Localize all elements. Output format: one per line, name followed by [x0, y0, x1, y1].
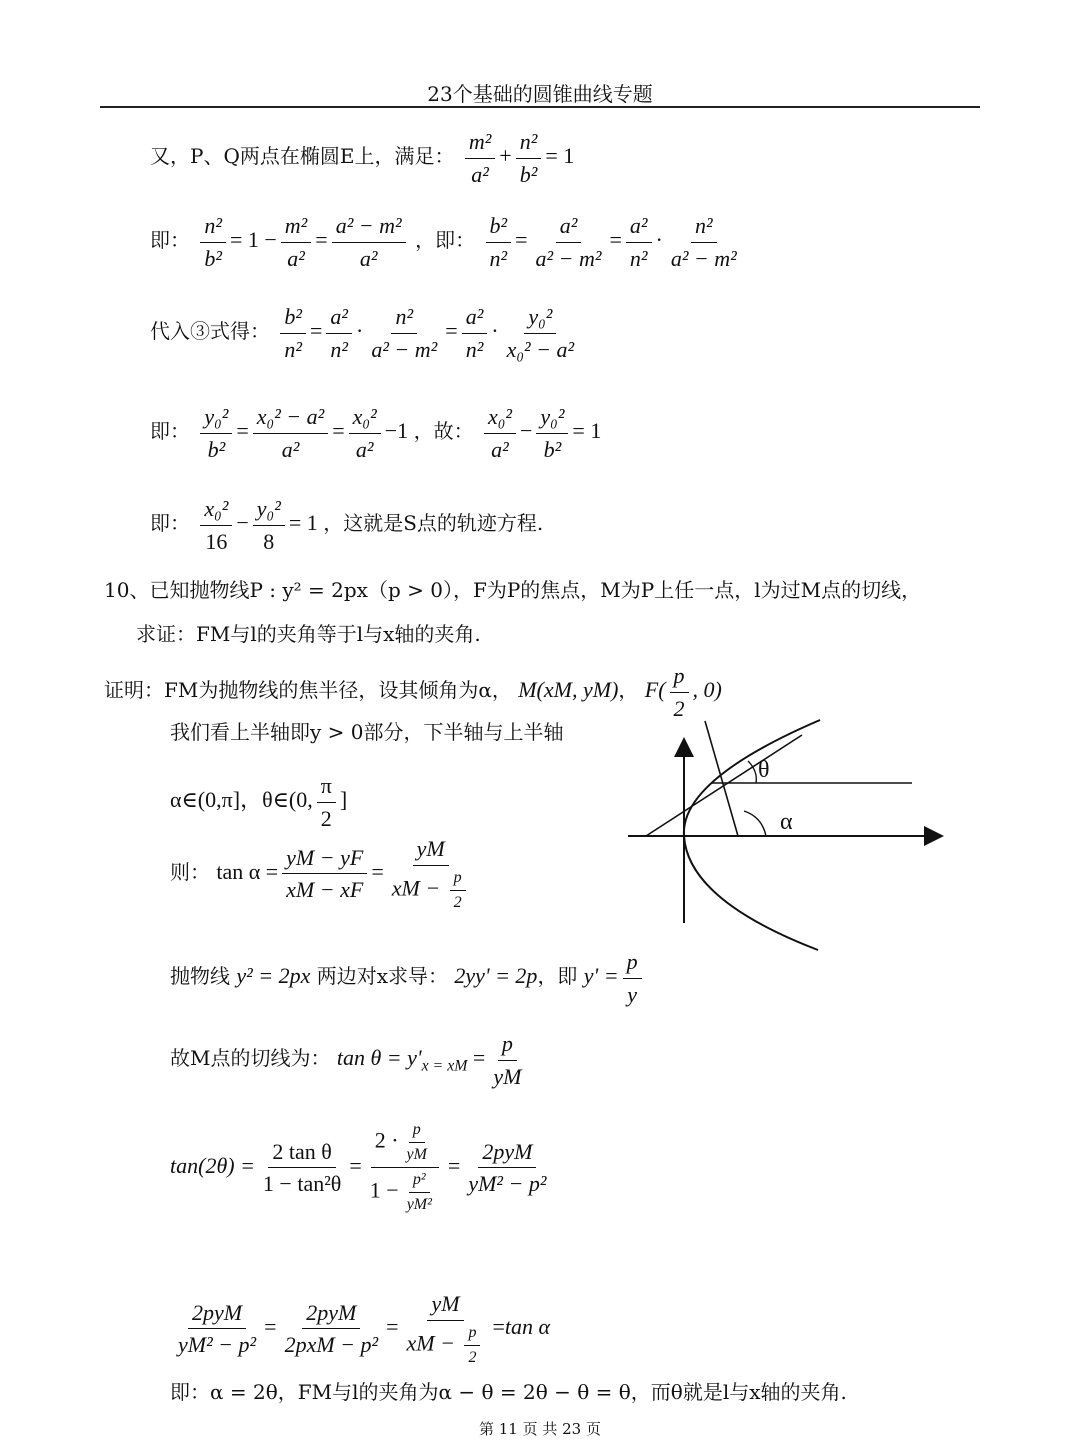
focal-radius-line	[705, 721, 738, 836]
alpha-arc	[744, 811, 766, 836]
alpha-label: α	[780, 809, 793, 835]
formula-equality-chain: $\frac{\text{2pyM}}{\text{yM² − p²}}$ = $\frac{\text{2pyM}}{\text{2pxM − p²}}$ = yM xM − $\frac{p}{2}$ =tan α	[178, 1291, 551, 1366]
proof-angle-range: α∈(0,π]，θ∈(0, $\frac{\pi}{2}$ ]	[170, 773, 348, 831]
formula-tan-theta: $\tan \theta = y'_{x = xM}$ = $\frac{p}{yM}$	[336, 1031, 522, 1089]
theta-label: θ	[758, 757, 770, 783]
proof-tan-alpha: 则： tan α = $\frac{yM - yF}{xM - xF}$ = yM xM − $\frac{p}{2}$	[170, 835, 478, 913]
proof-upper-half: 我们看上半轴即y > 0部分，下半轴与上半轴	[170, 720, 564, 744]
formula-b2-n2: $\frac{\text{b²}}{\text{n²}}$ = $\frac{\text{a²}}{\text{a² − m²}}$ = $\frac{\text{a²}}{\text{n²}}$ · $\frac{\text{n²}}{\text{a² − m²}}$	[482, 227, 745, 252]
line-substitution-3: 即： $\frac{\text{y₀²}}{\text{b²}}$ = $\frac{\text{x₀² − a²}}{\text{a²}}$ = $\frac{\text{x₀²}}{\text{a²}}$ −1 ，故： $\frac{\text{x₀²}}{\text{a²}}$ − $\frac{\text{y₀²}}{\text{b²}}$ = 1	[150, 404, 602, 462]
formula-substituted: $\frac{\text{b²}}{\text{n²}}$ = $\frac{\text{a²}}{\text{n²}}$ · $\frac{\text{n²}}{\text{a² − m²}}$ = $\frac{\text{a²}}{\text{n²}}$ · $\frac{\text{y₀²}}{\text{x₀² − a²}}$	[276, 318, 582, 343]
header-rule	[100, 106, 980, 108]
line-locus: 即： $\frac{\text{x₀²}}{16}$ − $\frac{\text{y₀²}}{8}$ = 1 ，这就是S点的轨迹方程.	[150, 496, 544, 554]
problem-10-statement: 10、已知抛物线P : y² = 2px（p > 0），F为P的焦点，M为P上任一点，l为过M点的切线，	[104, 578, 922, 602]
parabola-diagram	[600, 705, 960, 965]
proof-derivative: 抛物线 y² = 2px 两边对x求导： 2yy' = 2p，即 y' = $\frac{p}{y}$	[170, 948, 646, 1008]
formula-ellipse: $\frac{\text{m²}}{\text{a²}}$ + $\frac{\text{n²}}{\text{b²}}$ = 1	[461, 143, 574, 168]
theta-arc	[748, 761, 756, 783]
proof-conclusion: 即：α = 2θ，FM与l的夹角为α − θ = 2θ − θ = θ，而θ就是l与x轴的夹角.	[170, 1380, 847, 1404]
problem-10-claim: 求证：FM与l的夹角等于l与x轴的夹角.	[136, 622, 481, 646]
line-ellipse-condition: 又，P、Q两点在椭圆E上，满足： $\frac{\text{m²}}{\text{a²}}$ + $\frac{\text{n²}}{\text{b²}}$ = 1	[150, 129, 575, 187]
formula-focus: F( $\frac{p}{2}$ , 0)	[644, 663, 722, 721]
proof-tangent-slope: 故M点的切线为： $\tan \theta = y'_{x = xM}$ = $\frac{p}{yM}$	[170, 1030, 529, 1090]
page-footer: 第 11 页 共 23 页	[478, 1420, 601, 1438]
line-substitution-1: 即： $\frac{\text{n²}}{\text{b²}}$ = 1 − $\frac{\text{m²}}{\text{a²}}$ = $\frac{\text{a² − m²}}{\text{a²}}$ ，即： $\frac{\text{b²}}{\text{n²}}$ = $\frac{\text{a²}}{\text{a² − m²}}$ = $\frac{\text{a²}}{\text{n²}}$ · $\frac{\text{n²}}{\text{a² − m²}}$	[150, 212, 745, 272]
proof-intro: 证明：FM为抛物线的焦半径，设其倾角为α， M(xM, yM)， F( $\frac{p}{2}$ , 0)	[104, 663, 722, 721]
formula-tan-2theta: tan(2θ) = $\frac{\text{2 tan θ}}{\text{1 − tan²θ}}$ = 2 · $\frac{p}{yM}$ 1 − $\frac{\text{p²}}{\text{yM²}}$ = $\frac{\text{2pyM}}{\text{yM² − p²}}$	[170, 1121, 547, 1213]
page-header: 23个基础的圆锥曲线专题	[427, 82, 653, 106]
formula-y0-b2: $\frac{\text{y₀²}}{\text{b²}}$ = $\frac{\text{x₀² − a²}}{\text{a²}}$ = $\frac{\text{x₀²}}{\text{a²}}$ −1	[196, 418, 413, 443]
line-substitution-2: 代入③式得： $\frac{\text{b²}}{\text{n²}}$ = $\frac{\text{a²}}{\text{n²}}$ · $\frac{\text{n²}}{\text{a² − m²}}$ = $\frac{\text{a²}}{\text{n²}}$ · $\frac{\text{y₀²}}{\text{x₀² − a²}}$	[150, 303, 582, 363]
formula-tan-alpha: tan α = $\frac{yM - yF}{xM - xF}$ = yM xM − $\frac{p}{2}$	[216, 859, 477, 884]
formula-hyperbola-general: $\frac{\text{x₀²}}{\text{a²}}$ − $\frac{\text{y₀²}}{\text{b²}}$ = 1	[480, 418, 601, 443]
formula-locus: $\frac{\text{x₀²}}{16}$ − $\frac{\text{y₀²}}{8}$ = 1	[196, 510, 323, 535]
formula-n2-b2: $\frac{\text{n²}}{\text{b²}}$ = 1 − $\frac{\text{m²}}{\text{a²}}$ = $\frac{\text{a² − m²}}{\text{a²}}$	[196, 227, 415, 252]
